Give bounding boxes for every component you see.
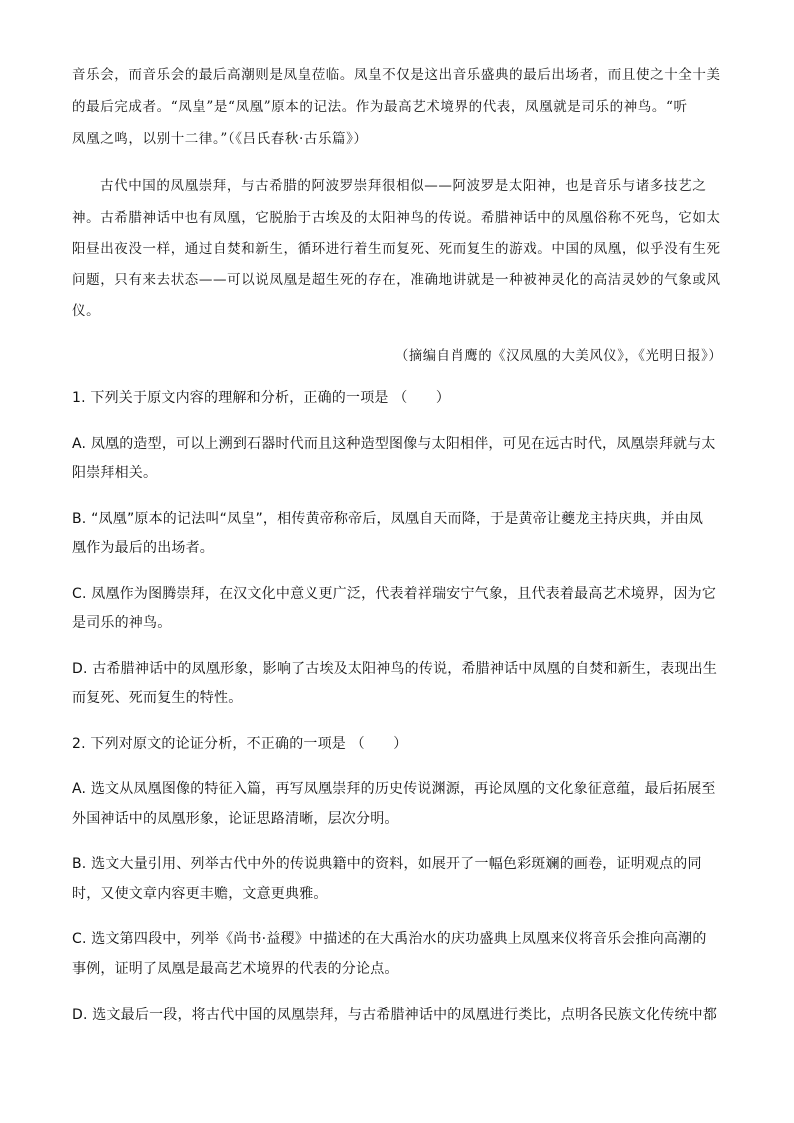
passage-line: 古代中国的凤凰崇拜，与古希腊的阿波罗崇拜很相似——阿波罗是太阳神，也是音乐与诸多技艺之 bbox=[100, 178, 707, 194]
option-line: D. 选文最后一段，将古代中国的凤凰崇拜，与古希腊神话中的凤凰进行类比，点明各民族文化传统中都 bbox=[72, 1007, 718, 1023]
option-line: 时，又使文章内容更丰赡，文意更典雅。 bbox=[72, 886, 328, 902]
passage-line: 音乐会，而音乐会的最后高潮则是凤皇莅临。凤皇不仅是这出音乐盛典的最后出场者，而且使之十全十美 bbox=[72, 67, 721, 83]
option-line: B. “凤凰”原本的记法叫“凤皇”，相传黄帝称帝后，凤凰自天而降，于是黄帝让夔龙主持庆典，并由凤 bbox=[72, 511, 704, 527]
option-line: 外国神话中的凤凰形象，论证思路清晰，层次分明。 bbox=[72, 811, 399, 827]
question-stem: 2. 下列对原文的论证分析，不正确的一项是 （ ） bbox=[72, 736, 408, 752]
option-line: 凰作为最后的出场者。 bbox=[72, 540, 214, 556]
passage-line: 神。古希腊神话中也有凤凰，它脱胎于古埃及的太阳神鸟的传说。希腊神话中的凤凰俗称不死鸟，它如太 bbox=[72, 210, 721, 226]
passage-source: （摘编自肖鹰的《汉凤凰的大美风仪》，《光明日报》） bbox=[395, 348, 723, 364]
option-line: D. 古希腊神话中的凤凰形象，影响了古埃及太阳神鸟的传说，希腊神话中凤凰的自焚和新生，表现出生 bbox=[72, 661, 718, 677]
option-line: 是司乐的神鸟。 bbox=[72, 615, 172, 631]
option-line: 而复死、死而复生的特性。 bbox=[72, 690, 243, 706]
option-line: B. 选文大量引用、列举古代中外的传说典籍中的资料，如展开了一幅色彩斑斓的画卷，证明观点的同 bbox=[72, 856, 702, 872]
passage-line: 的最后完成者。“凤皇”是“凤凰”原本的记法。作为最高艺术境界的代表，凤凰就是司乐的神鸟。“听 bbox=[72, 99, 688, 115]
option-line: 事例，证明了凤凰是最高艺术境界的代表的分论点。 bbox=[72, 961, 399, 977]
option-line: A. 凤凰的造型，可以上溯到石器时代而且这种造型图像与太阳相伴，可见在远古时代，凤凰崇拜就与太 bbox=[72, 436, 716, 452]
option-line: 阳崇拜相关。 bbox=[72, 465, 158, 481]
passage-line: 问题，只有来去状态——可以说凤凰是超生死的存在，准确地讲就是一种被神灵化的高洁灵妙的气象或风 bbox=[72, 272, 721, 288]
passage-line: 仪。 bbox=[72, 303, 101, 319]
passage-line: 阳昼出夜没一样，通过自焚和新生，循环进行着生而复死、死而复生的游戏。中国的凤凰，似乎没有生死 bbox=[72, 241, 721, 257]
passage-line: 凤凰之鸣，以别十二律。”（《吕氏春秋·古乐篇》） bbox=[72, 131, 368, 147]
option-line: C. 凤凰作为图腾崇拜，在汉文化中意义更广泛，代表着祥瑞安宁气象，且代表着最高艺术境界，因为它 bbox=[72, 586, 717, 602]
option-line: C. 选文第四段中，列举《尚书·益稷》中描述的在大禹治水的庆功盛典上凤凰来仪将音乐会推向高潮的 bbox=[72, 931, 707, 947]
question-stem: 1. 下列关于原文内容的理解和分析，正确的一项是 （ ） bbox=[72, 390, 451, 406]
option-line: A. 选文从凤凰图像的特征入篇，再写凤凰崇拜的历史传说渊源，再论凤凰的文化象征意蕴，最后拓展至 bbox=[72, 781, 716, 797]
